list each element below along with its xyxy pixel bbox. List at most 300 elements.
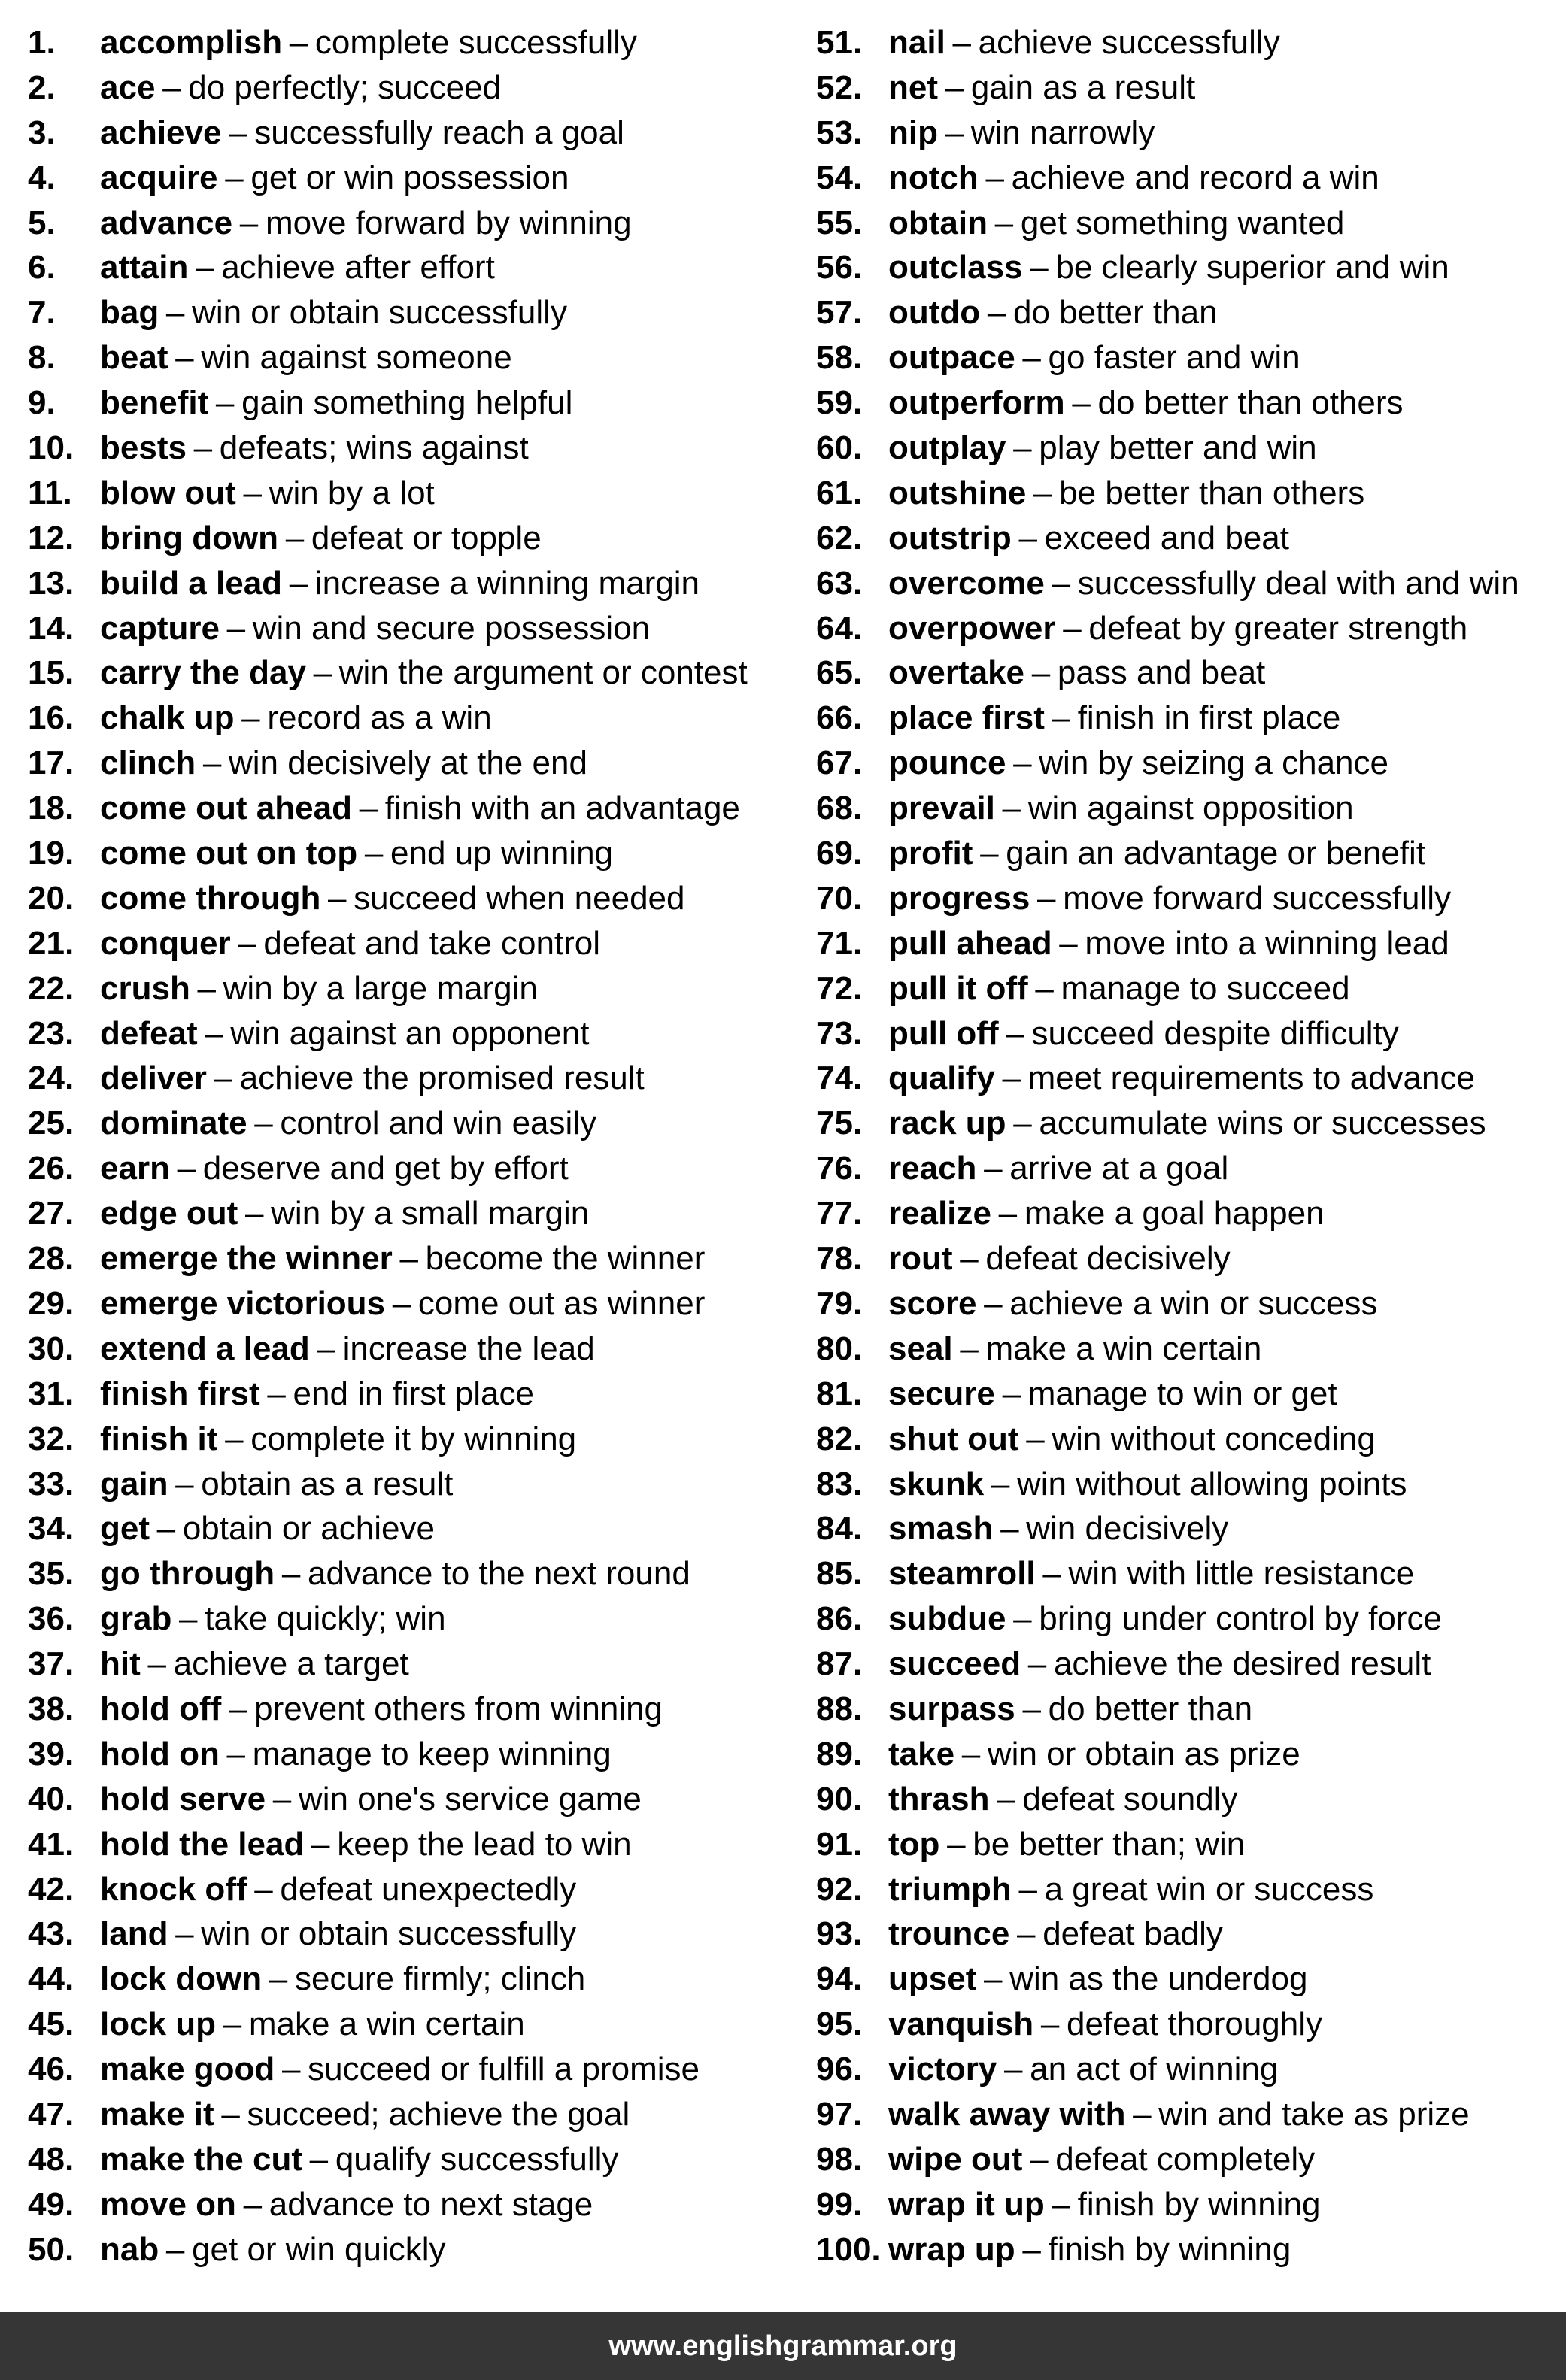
list-item <box>816 2182 1561 2227</box>
item-number: 84. <box>816 1510 863 1548</box>
item-separator: – <box>311 1825 330 1863</box>
item-separator: – <box>243 2185 263 2223</box>
item-definition: finish with an advantage <box>384 790 740 827</box>
item-separator: – <box>193 429 213 467</box>
item-term: hold serve <box>100 1780 266 1818</box>
item-number: 97. <box>816 2095 863 2133</box>
item-number: 43. <box>28 1915 74 1953</box>
item-term: defeat <box>100 1014 198 1052</box>
item-definition: make a win certain <box>985 1329 1262 1367</box>
item-number: 5. <box>28 204 56 241</box>
item-separator: – <box>1018 519 1037 556</box>
item-separator: – <box>197 969 216 1007</box>
list-item <box>28 1326 780 1372</box>
item-separator: – <box>1013 1105 1032 1142</box>
item-number: 95. <box>816 2006 863 2043</box>
list-item <box>28 1912 780 1957</box>
item-number: 52. <box>816 68 863 106</box>
item-term: walk away with <box>888 2095 1126 2133</box>
item-definition: defeat unexpectedly <box>280 1870 577 1908</box>
list-item <box>816 1372 1561 1417</box>
item-separator: – <box>985 159 1004 196</box>
list-item <box>816 1506 1561 1551</box>
item-number: 15. <box>28 654 74 692</box>
item-definition: get something wanted <box>1020 204 1345 241</box>
item-definition: keep the lead to win <box>337 1825 632 1863</box>
item-term: rout <box>888 1240 953 1278</box>
item-definition: meet requirements to advance <box>1027 1060 1475 1097</box>
item-number: 54. <box>816 159 863 196</box>
item-definition: advance to next stage <box>269 2185 593 2223</box>
item-definition: move forward by winning <box>265 204 632 241</box>
list-item <box>816 1462 1561 1507</box>
item-number: 25. <box>28 1105 74 1142</box>
list-item <box>816 1191 1561 1236</box>
item-separator: – <box>1026 1420 1045 1457</box>
list-item <box>28 1236 780 1281</box>
item-definition: do better than <box>1013 294 1218 332</box>
item-term: outstrip <box>888 519 1012 556</box>
item-definition: win one's service game <box>298 1780 642 1818</box>
list-item <box>816 335 1561 380</box>
item-definition: win as the underdog <box>1009 1960 1308 1998</box>
list-item <box>816 1732 1561 1777</box>
item-term: nab <box>100 2230 159 2268</box>
item-number: 93. <box>816 1915 863 1953</box>
item-term: surpass <box>888 1690 1015 1727</box>
item-definition: gain as a result <box>970 68 1196 106</box>
list-item <box>28 156 780 201</box>
item-term: pounce <box>888 744 1006 782</box>
item-number: 77. <box>816 1195 863 1232</box>
list-item <box>816 471 1561 516</box>
item-term: skunk <box>888 1465 985 1502</box>
item-separator: – <box>994 204 1014 241</box>
item-separator: – <box>328 879 347 917</box>
list-item <box>816 1642 1561 1687</box>
item-separator: – <box>359 790 378 827</box>
item-term: profit <box>888 835 973 872</box>
item-term: overtake <box>888 654 1025 692</box>
item-separator: – <box>162 68 181 106</box>
item-separator: – <box>254 1105 273 1142</box>
list-item <box>816 2227 1561 2272</box>
item-number: 6. <box>28 249 56 287</box>
item-term: hold off <box>100 1690 222 1727</box>
item-separator: – <box>229 114 247 151</box>
item-separator: – <box>165 2230 185 2268</box>
item-number: 13. <box>28 564 74 602</box>
item-definition: defeat thoroughly <box>1066 2006 1323 2043</box>
item-term: dominate <box>100 1105 247 1142</box>
item-definition: defeat and take control <box>263 924 601 962</box>
item-separator: – <box>960 1240 979 1278</box>
item-number: 80. <box>816 1329 863 1367</box>
item-separator: – <box>281 2051 301 2088</box>
item-number: 51. <box>816 24 863 61</box>
list-item <box>28 1281 780 1326</box>
item-separator: – <box>156 1510 176 1548</box>
item-separator: – <box>364 835 384 872</box>
item-separator: – <box>1000 1510 1019 1548</box>
item-term: move on <box>100 2185 236 2223</box>
item-term: come through <box>100 879 321 917</box>
item-definition: achieve and record a win <box>1011 159 1379 196</box>
item-number: 14. <box>28 609 74 647</box>
item-number: 39. <box>28 1735 74 1772</box>
item-term: upset <box>888 1960 977 1998</box>
item-number: 72. <box>816 969 863 1007</box>
item-number: 4. <box>28 159 56 196</box>
item-term: blow out <box>100 474 236 511</box>
item-definition: successfully reach a goal <box>254 114 624 151</box>
item-definition: bring under control by force <box>1039 1600 1442 1638</box>
item-separator: – <box>392 1284 411 1322</box>
item-number: 60. <box>816 429 863 467</box>
item-definition: secure firmly; clinch <box>294 1960 586 1998</box>
list-item <box>28 471 780 516</box>
item-definition: win the argument or contest <box>338 654 748 692</box>
list-item <box>28 1596 780 1642</box>
item-definition: do better than <box>1048 1690 1253 1727</box>
item-definition: win by a small margin <box>271 1195 590 1232</box>
item-separator: – <box>225 1420 244 1457</box>
item-number: 57. <box>816 294 863 332</box>
item-number: 18. <box>28 790 74 827</box>
item-number: 7. <box>28 294 56 332</box>
item-number: 86. <box>816 1600 863 1638</box>
item-separator: – <box>1059 924 1078 962</box>
list-item <box>816 2002 1561 2047</box>
item-number: 11. <box>28 474 72 511</box>
item-number: 9. <box>28 384 56 422</box>
item-term: place first <box>888 699 1045 737</box>
item-definition: end up winning <box>390 835 614 872</box>
item-separator: – <box>202 744 222 782</box>
item-definition: advance to the next round <box>307 1555 690 1593</box>
item-separator: – <box>317 1329 335 1367</box>
item-separator: – <box>945 114 964 151</box>
list-item <box>816 650 1561 696</box>
item-term: top <box>888 1825 940 1863</box>
item-definition: manage to win or get <box>1027 1375 1337 1412</box>
list-item <box>28 516 780 561</box>
item-term: wrap up <box>888 2230 1015 2268</box>
list-item <box>816 966 1561 1011</box>
list-item <box>816 2092 1561 2137</box>
item-term: nail <box>888 24 945 61</box>
item-separator: – <box>1040 2006 1060 2043</box>
item-term: thrash <box>888 1780 990 1818</box>
item-term: come out ahead <box>100 790 352 827</box>
list-item <box>28 335 780 380</box>
item-definition: win by a lot <box>269 474 435 511</box>
item-definition: win by a large margin <box>223 969 538 1007</box>
item-definition: complete it by winning <box>250 1420 577 1457</box>
item-number: 12. <box>28 519 74 556</box>
item-number: 65. <box>816 654 863 692</box>
item-number: 32. <box>28 1420 74 1457</box>
item-definition: achieve after effort <box>221 249 495 287</box>
item-term: realize <box>888 1195 991 1232</box>
item-definition: complete successfully <box>314 24 637 61</box>
item-separator: – <box>147 1645 166 1683</box>
item-separator: – <box>215 384 235 422</box>
item-number: 62. <box>816 519 863 556</box>
item-number: 22. <box>28 969 74 1007</box>
item-term: earn <box>100 1150 170 1187</box>
item-definition: achieve a win or success <box>1009 1284 1378 1322</box>
item-term: wipe out <box>888 2140 1023 2178</box>
list-item <box>28 1056 780 1101</box>
item-separator: – <box>991 1465 1010 1502</box>
item-separator: – <box>267 1375 286 1412</box>
item-definition: succeed; achieve the goal <box>247 2095 630 2133</box>
item-definition: win against an opponent <box>230 1014 590 1052</box>
list-item <box>28 1506 780 1551</box>
item-term: outperform <box>888 384 1065 422</box>
list-item <box>816 1236 1561 1281</box>
item-separator: – <box>947 1825 966 1863</box>
item-number: 94. <box>816 1960 863 1998</box>
item-term: hold on <box>100 1735 220 1772</box>
item-number: 66. <box>816 699 863 737</box>
item-term: triumph <box>888 1870 1012 1908</box>
item-separator: – <box>196 249 214 287</box>
item-number: 27. <box>28 1195 74 1232</box>
list-item <box>28 2002 780 2047</box>
item-separator: – <box>289 564 308 602</box>
item-number: 89. <box>816 1735 863 1772</box>
item-number: 55. <box>816 204 863 241</box>
footer-banner <box>0 2312 1566 2380</box>
list-item <box>28 876 780 921</box>
item-number: 47. <box>28 2095 74 2133</box>
item-number: 30. <box>28 1329 74 1367</box>
list-item <box>816 561 1561 606</box>
list-item <box>28 2227 780 2272</box>
item-separator: – <box>285 519 305 556</box>
list-item <box>816 606 1561 651</box>
list-item <box>816 786 1561 831</box>
item-number: 68. <box>816 790 863 827</box>
item-term: pull off <box>888 1014 999 1052</box>
list-item <box>28 1372 780 1417</box>
item-definition: get or win quickly <box>192 2230 446 2268</box>
item-separator: – <box>1027 1645 1047 1683</box>
item-definition: come out as winner <box>417 1284 706 1322</box>
item-definition: win by seizing a chance <box>1039 744 1388 782</box>
item-separator: – <box>1035 969 1054 1007</box>
item-definition: defeat soundly <box>1022 1780 1238 1818</box>
item-term: qualify <box>888 1060 995 1097</box>
word-list-column-left <box>28 20 780 2272</box>
item-separator: – <box>1003 2051 1023 2088</box>
list-item <box>816 65 1561 111</box>
item-term: reach <box>888 1150 977 1187</box>
list-item <box>816 1867 1561 1912</box>
list-item <box>28 921 780 966</box>
list-item <box>28 696 780 741</box>
item-definition: exceed and beat <box>1044 519 1289 556</box>
item-separator: – <box>281 1555 301 1593</box>
item-separator: – <box>984 1960 1003 1998</box>
item-definition: win or obtain successfully <box>201 1915 577 1953</box>
list-item <box>816 696 1561 741</box>
item-number: 38. <box>28 1690 74 1727</box>
item-number: 21. <box>28 924 74 962</box>
item-number: 31. <box>28 1375 74 1412</box>
item-definition: manage to keep winning <box>252 1735 612 1772</box>
item-number: 82. <box>816 1420 863 1457</box>
list-item <box>28 2137 780 2182</box>
item-separator: – <box>179 1600 198 1638</box>
list-item <box>28 741 780 786</box>
item-term: lock down <box>100 1960 263 1998</box>
item-term: accomplish <box>100 24 283 61</box>
item-separator: – <box>313 654 332 692</box>
item-number: 45. <box>28 2006 74 2043</box>
list-item <box>816 1101 1561 1146</box>
item-term: notch <box>888 159 979 196</box>
item-term: advance <box>100 204 233 241</box>
item-separator: – <box>980 835 999 872</box>
item-term: hit <box>100 1645 141 1683</box>
item-definition: accumulate wins or successes <box>1039 1105 1486 1142</box>
item-definition: make a goal happen <box>1024 1195 1325 1232</box>
item-number: 71. <box>816 924 863 962</box>
list-item <box>816 245 1561 290</box>
item-separator: – <box>245 1195 264 1232</box>
list-item <box>816 1146 1561 1191</box>
list-item <box>816 741 1561 786</box>
item-separator: – <box>1031 654 1051 692</box>
list-item <box>28 111 780 156</box>
list-item <box>28 1417 780 1462</box>
item-separator: – <box>1052 699 1071 737</box>
item-separator: – <box>1002 790 1021 827</box>
item-number: 37. <box>28 1645 74 1683</box>
list-item <box>28 1822 780 1867</box>
item-number: 50. <box>28 2230 74 2268</box>
list-item <box>816 426 1561 471</box>
item-number: 83. <box>816 1465 863 1502</box>
list-item <box>816 290 1561 335</box>
item-term: pull it off <box>888 969 1028 1007</box>
list-item <box>816 156 1561 201</box>
item-number: 81. <box>816 1375 863 1412</box>
item-term: deliver <box>100 1060 207 1097</box>
item-term: make good <box>100 2051 275 2088</box>
item-number: 40. <box>28 1780 74 1818</box>
item-separator: – <box>226 1735 245 1772</box>
item-separator: – <box>228 1690 247 1727</box>
list-item <box>816 201 1561 246</box>
item-term: crush <box>100 969 190 1007</box>
list-item <box>816 1687 1561 1732</box>
item-term: outpace <box>888 339 1015 377</box>
list-item <box>28 1732 780 1777</box>
item-term: victory <box>888 2051 997 2088</box>
list-item <box>28 245 780 290</box>
list-item <box>28 2092 780 2137</box>
item-definition: win without allowing points <box>1017 1465 1407 1502</box>
item-separator: – <box>1133 2095 1152 2133</box>
item-number: 85. <box>816 1555 863 1593</box>
list-item <box>28 1777 780 1822</box>
item-separator: – <box>984 1284 1003 1322</box>
item-term: obtain <box>888 204 988 241</box>
item-definition: defeat by greater strength <box>1088 609 1468 647</box>
item-number: 41. <box>28 1825 74 1863</box>
item-separator: – <box>221 2095 240 2133</box>
item-separator: – <box>223 2006 242 2043</box>
list-item <box>816 1912 1561 1957</box>
item-term: wrap it up <box>888 2185 1045 2223</box>
item-definition: win narrowly <box>970 114 1155 151</box>
list-item <box>28 606 780 651</box>
item-separator: – <box>984 1150 1003 1187</box>
item-term: outplay <box>888 429 1006 467</box>
item-definition: defeat decisively <box>985 1240 1231 1278</box>
item-number: 96. <box>816 2051 863 2088</box>
item-term: bests <box>100 429 187 467</box>
item-term: beat <box>100 339 168 377</box>
item-term: clinch <box>100 744 196 782</box>
item-term: steamroll <box>888 1555 1036 1593</box>
item-definition: be better than; win <box>973 1825 1246 1863</box>
item-number: 28. <box>28 1240 74 1278</box>
item-separator: – <box>960 1329 979 1367</box>
item-term: ace <box>100 68 156 106</box>
item-term: net <box>888 68 938 106</box>
item-definition: play better and win <box>1039 429 1317 467</box>
item-term: rack up <box>888 1105 1006 1142</box>
item-term: emerge the winner <box>100 1240 393 1278</box>
item-number: 58. <box>816 339 863 377</box>
item-definition: be clearly superior and win <box>1055 249 1449 287</box>
list-item <box>28 65 780 111</box>
item-term: chalk up <box>100 699 235 737</box>
list-item <box>816 1822 1561 1867</box>
item-definition: achieve a target <box>173 1645 409 1683</box>
item-definition: win decisively at the end <box>228 744 587 782</box>
item-number: 87. <box>816 1645 863 1683</box>
item-separator: – <box>1072 384 1091 422</box>
item-number: 92. <box>816 1870 863 1908</box>
item-term: emerge victorious <box>100 1284 386 1322</box>
list-item <box>816 1596 1561 1642</box>
item-number: 20. <box>28 879 74 917</box>
item-term: outshine <box>888 474 1027 511</box>
item-number: 98. <box>816 2140 863 2178</box>
list-item <box>816 1957 1561 2002</box>
item-definition: win against someone <box>201 339 512 377</box>
item-separator: – <box>1052 564 1071 602</box>
list-item <box>816 1777 1561 1822</box>
item-term: seal <box>888 1329 953 1367</box>
item-definition: defeat or topple <box>311 519 542 556</box>
item-number: 49. <box>28 2185 74 2223</box>
list-item <box>28 2047 780 2092</box>
item-term: land <box>100 1915 168 1953</box>
item-number: 63. <box>816 564 863 602</box>
item-definition: a great win or success <box>1044 1870 1374 1908</box>
item-number: 36. <box>28 1600 74 1638</box>
item-number: 44. <box>28 1960 74 1998</box>
list-item <box>816 1326 1561 1372</box>
item-definition: win and take as prize <box>1158 2095 1470 2133</box>
